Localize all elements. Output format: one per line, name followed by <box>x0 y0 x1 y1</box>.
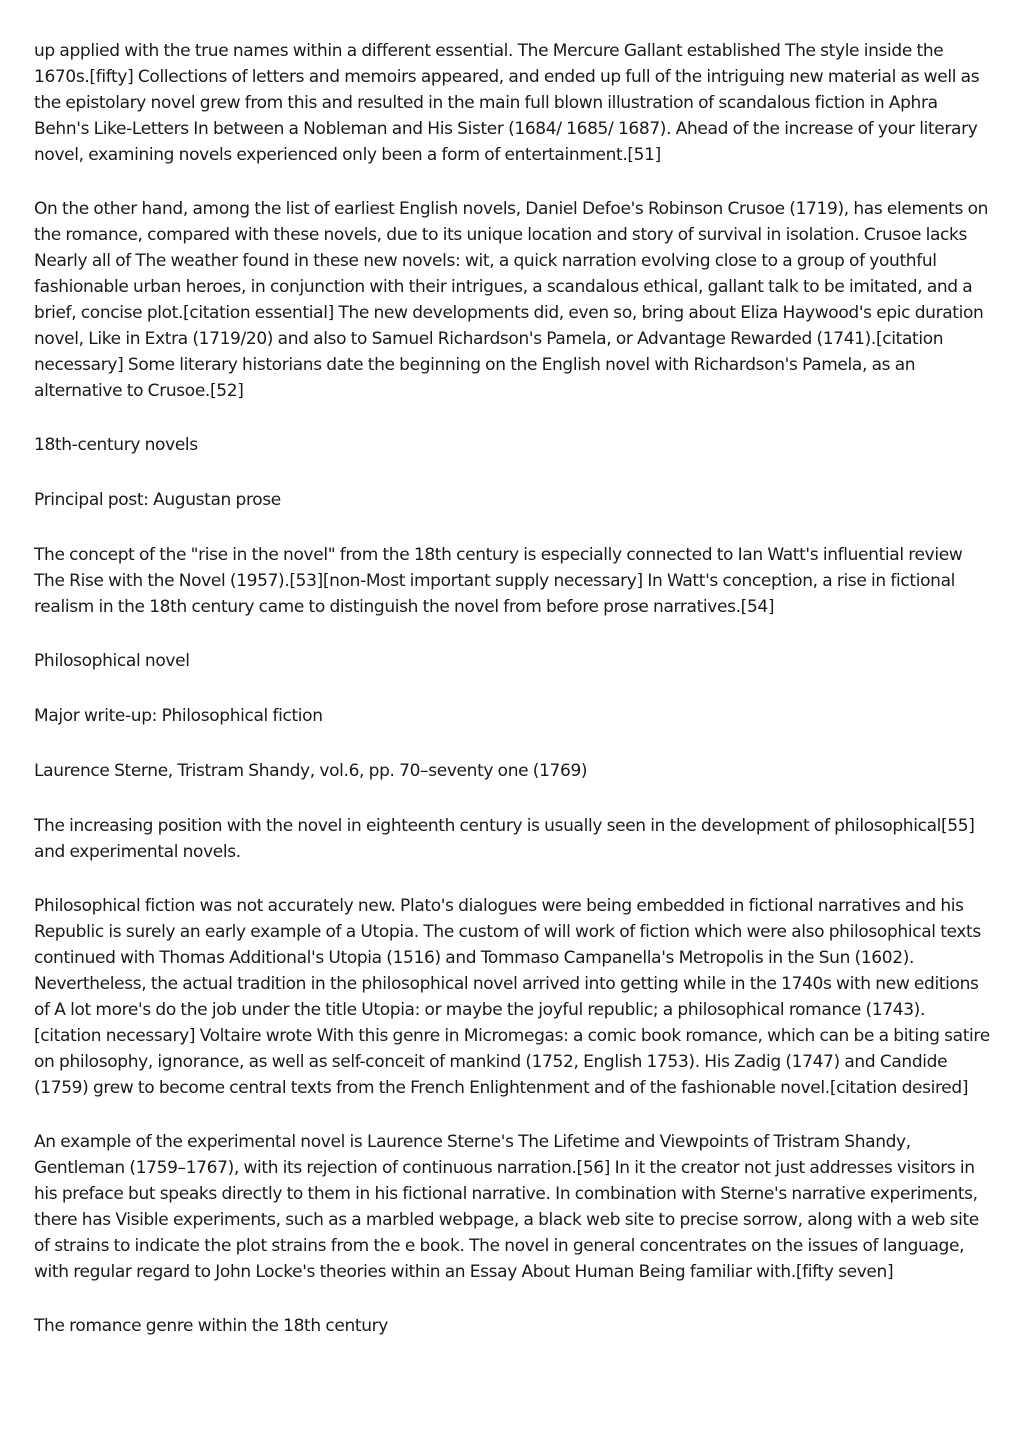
paragraph-increasing-position: The increasing position with the novel in eighteenth century is usually seen in the development of philosophical[55] and experimental novels. <box>34 816 975 862</box>
heading-18th-century-novels: 18th-century novels <box>34 435 198 455</box>
paragraph-epistolary-novel: up applied with the true names within a different essential. The Mercure Gallant established The style inside the 1670s.[fifty] Collections of letters and memoirs appeared, and ended up full of the intriguing new material as well as the epistolary novel grew from this and resulted in the main full blown illustration of scandalous fiction in Aphra Behn's Like-Letters In between a Nobleman and His Sister (1684/ 1685/ 1687). Ahead of the increase of your literary novel, examining novels experienced only been a form of entertainment.[51] <box>34 41 980 165</box>
main-article-philosophical-fiction: Major write-up: Philosophical fiction <box>34 706 323 726</box>
paragraph-robinson-crusoe: On the other hand, among the list of earliest English novels, Daniel Defoe's Robinson Crusoe (1719), has elements on the romance, compared with these novels, due to its unique location and story of survival in isolation. Crusoe lacks Nearly all of The weather found in these new novels: wit, a quick narration evolving close to a group of youthful fashionable urban heroes, in conjunction with their intrigues, a scandalous ethical, gallant talk to be imitated, and a brief, concise plot.[citation essential] The new developments did, even so, bring about Eliza Haywood's epic duration novel, Like in Extra (1719/20) and also to Samuel Richardson's Pamela, or Advantage Rewarded (1741).[citation necessary] Some literary historians date the beginning on the English novel with Richardson's Pamela, as an alternative to Crusoe.[52] <box>34 199 989 401</box>
heading-romance-genre: The romance genre within the 18th century <box>34 1316 388 1336</box>
main-article-augustan-prose: Principal post: Augustan prose <box>34 490 281 510</box>
paragraph-experimental-novel: An example of the experimental novel is Laurence Sterne's The Lifetime and Viewpoints of Tristram Shandy, Gentleman (1759–1767), with its rejection of continuous narration.[56] In it the creator not just addresses visitors in his preface but speaks directly to them in his fictional narrative. In combination with Sterne's narrative experiments, there has Visible experiments, such as a marbled webpage, a black web site to precise sorrow, along with a web site of strains to indicate the plot strains from the e book. The novel in general concentrates on the issues of language, with regular regard to John Locke's theories within an Essay About Human Being familiar with.[fifty seven] <box>34 1132 979 1282</box>
caption-tristram-shandy: Laurence Sterne, Tristram Shandy, vol.6, pp. 70–seventy one (1769) <box>34 761 588 781</box>
heading-philosophical-novel: Philosophical novel <box>34 651 190 671</box>
paragraph-philosophical-fiction: Philosophical fiction was not accurately new. Plato's dialogues were being embedded in fictional narratives and his Republic is surely an early example of a Utopia. The custom of will work of fiction which were also philosophical texts continued with Thomas Additional's Utopia (1516) and Tommaso Campanella's Metropolis in the Sun (1602). Nevertheless, the actual tradition in the philosophical novel arrived into getting while in the 1740s with new editions of A lot more's do the job under the title Utopia: or maybe the joyful republic; a philosophical romance (1743).[citation necessary] Voltaire wrote With this genre in Micromegas: a comic book romance, which can be a biting satire on philosophy, ignorance, as well as self-conceit of mankind (1752, English 1753). His Zadig (1747) and Candide (1759) grew to become central texts from the French Enlightenment and of the fashionable novel.[citation desired] <box>34 896 990 1098</box>
paragraph-rise-of-the-novel: The concept of the "rise in the novel" from the 18th century is especially connected to Ian Watt's influential review The Rise with the Novel (1957).[53][non-Most important supply necessary] In Watt's conception, a rise in fictional realism in the 18th century came to distinguish the novel from before prose narratives.[54] <box>34 545 963 617</box>
